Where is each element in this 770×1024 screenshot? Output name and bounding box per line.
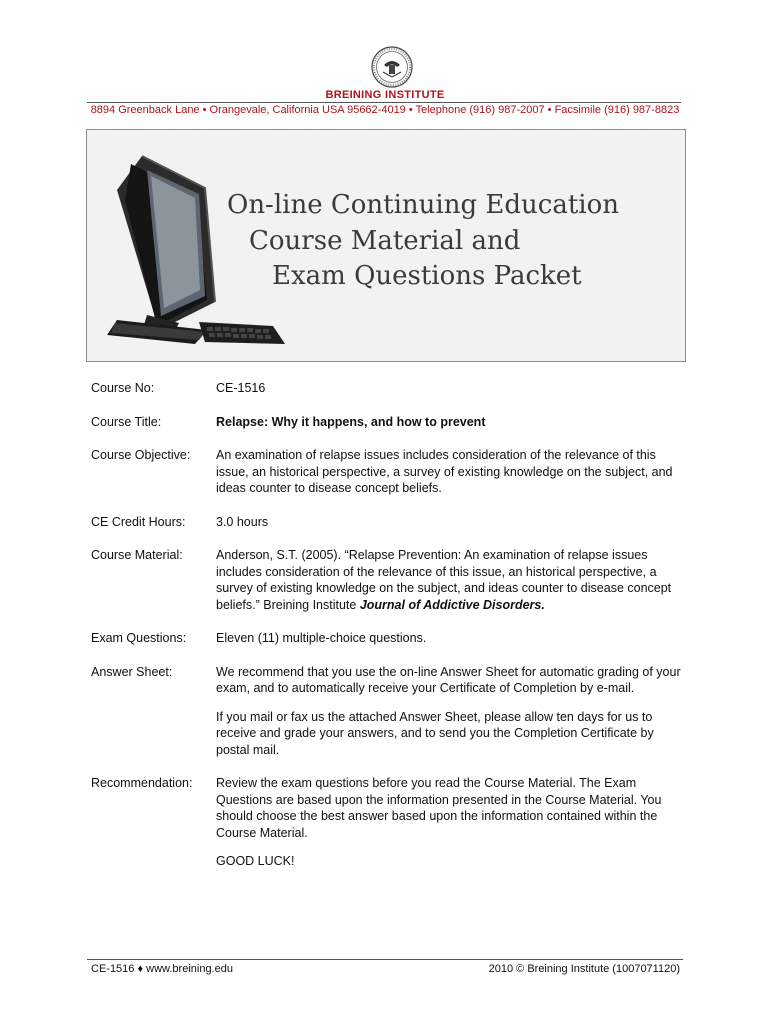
course-title-value: Relapse: Why it happens, and how to prevent [216, 414, 486, 429]
course-no-label: Course No: [91, 381, 155, 395]
course-no-value: CE-1516 [216, 381, 266, 395]
course-material-label: Course Material: [91, 548, 183, 562]
exam-questions-row [91, 630, 686, 647]
answer-sheet-paragraph-2: If you mail or fax us the attached Answer Sheet, please allow ten days for us to receive and grade your answers, and to send you the Completion Certificate by postal mail. [216, 709, 654, 757]
exam-questions-value: Eleven (11) multiple-choice questions. [216, 631, 427, 645]
exam-questions-label: Exam Questions: [91, 631, 187, 645]
answer-sheet-label: Answer Sheet: [91, 664, 173, 679]
answer-sheet-paragraph-1: We recommend that you use the on-line Answer Sheet for automatic grading of your exam, and to automatically receive your Certificate of Completion by e-mail. [216, 664, 681, 695]
course-material-citation: Anderson, S.T. (2005). “Relapse Prevention: An examination of relapse issues includes consideration of the relevance of this issue, an historical perspective, a survey of existing knowledge on the subject, and ideas counter to disease concept beliefs.” Breining Institute [216, 548, 672, 612]
banner-title-line-2: Course Material and [249, 226, 521, 256]
institute-address: 8894 Greenback Lane • Orangevale, California USA 95662-4019 • Telephone (916) 987-2007 • Facsimile (916) 987-8823 [90, 104, 680, 116]
course-title-row [91, 414, 686, 431]
institute-seal-icon [370, 45, 414, 89]
course-no-row [91, 380, 686, 397]
header-divider [87, 102, 681, 103]
footer-divider [87, 959, 683, 960]
footer-copyright: 2010 © Breining Institute (1007071120) [488, 963, 680, 975]
footer-course-site: CE-1516 ♦ www.breining.edu [91, 963, 233, 975]
banner-title-line-1: On-line Continuing Education [227, 190, 619, 220]
banner-title-line-3: Exam Questions Packet [272, 261, 582, 291]
journal-title: Journal of Addictive Disorders. [359, 597, 545, 612]
title-banner [86, 129, 686, 362]
course-title-label: Course Title: [91, 414, 162, 429]
course-material-row [91, 547, 686, 613]
course-objective-row [91, 447, 686, 497]
recommendation-paragraph-1: Review the exam questions before you read the Course Material. The Exam Questions are based upon the information presented in the Course Material. You should choose the best answer based upon the information contained within the Course Material. [216, 776, 662, 840]
course-info [91, 380, 686, 870]
recommendation-label: Recommendation: [91, 776, 193, 790]
recommendation-value [216, 775, 681, 870]
answer-sheet-row [91, 664, 686, 759]
good-luck-text: GOOD LUCK! [216, 854, 295, 868]
recommendation-row [91, 775, 686, 870]
credit-hours-value: 3.0 hours [216, 514, 269, 529]
course-material-value [216, 547, 681, 613]
answer-sheet-value [216, 664, 681, 759]
institute-name: BREINING INSTITUTE [325, 89, 445, 101]
course-objective-value: An examination of relapse issues includes consideration of the relevance of this issue, an historical perspective, a survey of existing knowledge on the subject, and ideas counter to disease concept beliefs. [216, 448, 673, 495]
course-objective-label: Course Objective: [91, 448, 191, 462]
credit-hours-row [91, 514, 686, 531]
credit-hours-label: CE Credit Hours: [91, 514, 186, 529]
